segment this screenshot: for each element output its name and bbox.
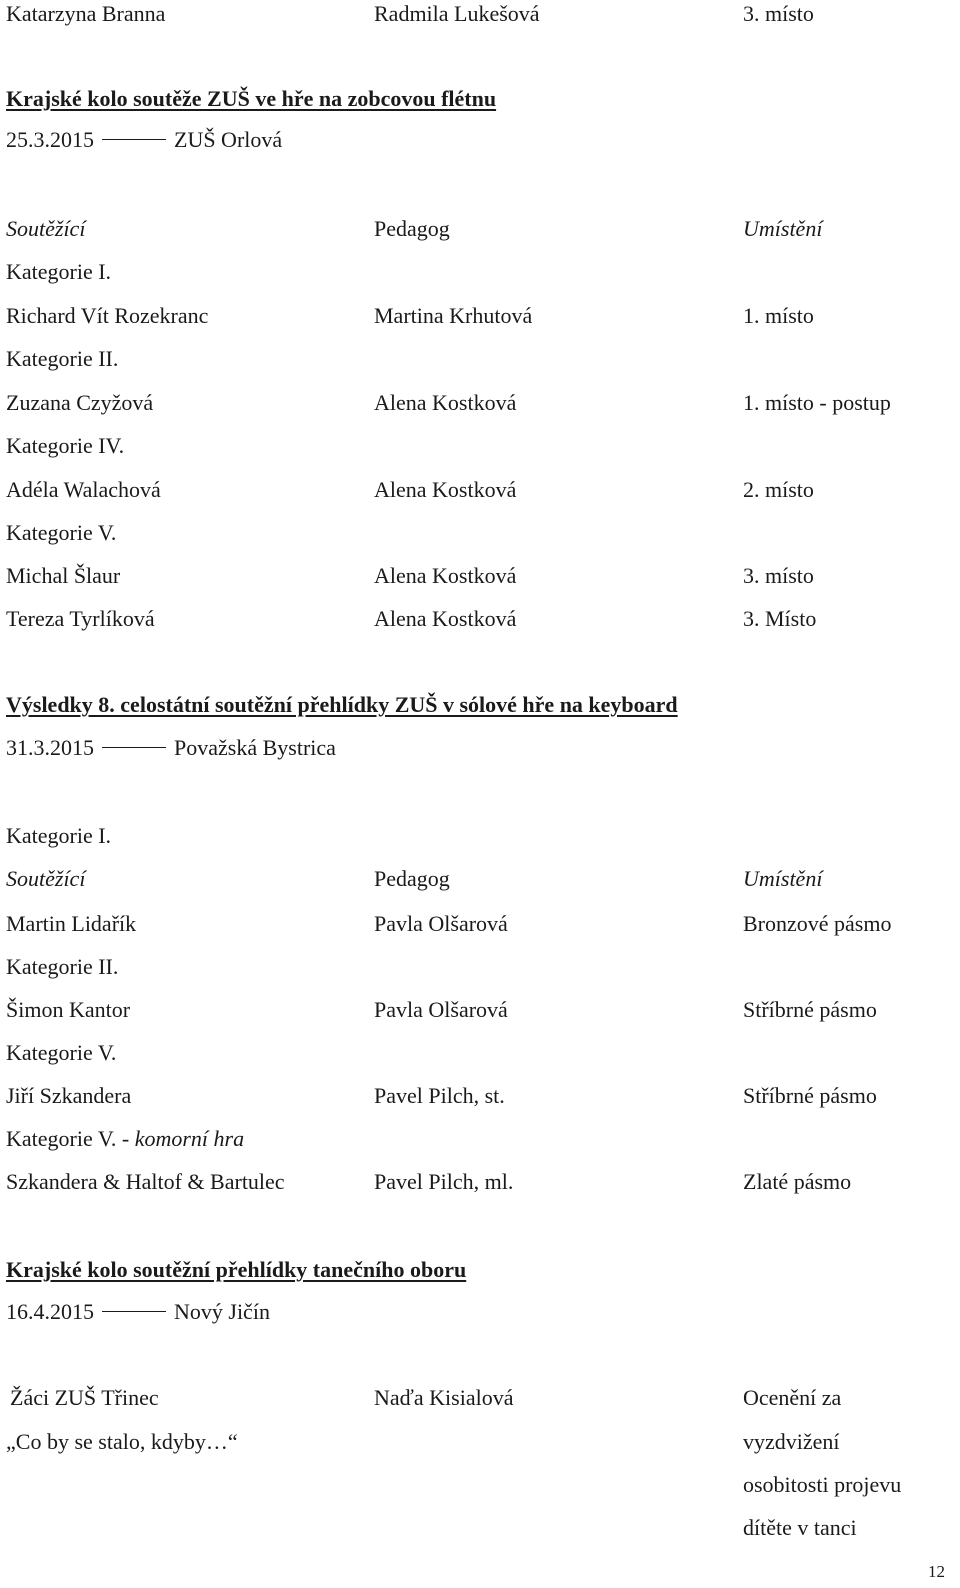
contestant-name: Zuzana Czyžová <box>6 390 154 415</box>
dash-divider <box>102 1311 166 1312</box>
event-date-location <box>6 126 282 154</box>
performance-title: „Co by se stalo, kdyby…“ <box>6 1429 238 1454</box>
contestant-name: Šimon Kantor <box>6 997 131 1022</box>
dash-divider <box>102 139 166 140</box>
column-header-placement: Umístění <box>743 216 823 241</box>
placement: 3. místo <box>743 1 814 26</box>
teacher-name: Radmila Lukešová <box>374 1 540 26</box>
teacher-name: Alena Kostková <box>374 606 517 631</box>
placement: Stříbrné pásmo <box>743 997 877 1022</box>
placement: Bronzové pásmo <box>743 911 892 936</box>
placement: 3. místo <box>743 563 814 588</box>
placement: 1. místo - postup <box>743 390 891 415</box>
event-date: 16.4.2015 <box>6 1299 94 1324</box>
category-label: Kategorie II. <box>6 346 119 371</box>
placement: Zlaté pásmo <box>743 1169 852 1194</box>
placement: 2. místo <box>743 477 814 502</box>
placement-line: Ocenění za <box>743 1385 842 1410</box>
teacher-name: Pavel Pilch, ml. <box>374 1169 514 1194</box>
category-label: Kategorie IV. <box>6 433 125 458</box>
event-location: Považská Bystrica <box>174 735 336 760</box>
category-label: Kategorie I. <box>6 259 112 284</box>
teacher-name: Pavla Olšarová <box>374 911 508 936</box>
category-label: Kategorie V. <box>6 1040 117 1065</box>
placement-line: vyzdvižení <box>743 1429 840 1454</box>
teacher-name: Martina Krhutová <box>374 303 533 328</box>
teacher-name: Alena Kostková <box>374 390 517 415</box>
section-title: Výsledky 8. celostátní soutěžní přehlídky ZUŠ v sólové hře na keyboard <box>6 692 678 717</box>
section-title: Krajské kolo soutěže ZUŠ ve hře na zobcovou flétnu <box>6 86 497 111</box>
placement-line: dítěte v tanci <box>743 1515 857 1540</box>
column-header-teacher: Pedagog <box>374 866 450 891</box>
column-header-placement: Umístění <box>743 866 823 891</box>
event-date-location <box>6 1298 270 1326</box>
contestant-name: Szkandera & Haltof & Bartulec <box>6 1169 285 1194</box>
event-date: 25.3.2015 <box>6 127 94 152</box>
category-label: Kategorie V. <box>6 520 117 545</box>
teacher-name: Pavla Olšarová <box>374 997 508 1022</box>
teacher-name: Alena Kostková <box>374 563 517 588</box>
section-title: Krajské kolo soutěžní přehlídky tanečního oboru <box>6 1257 467 1282</box>
teacher-name: Naďa Kisialová <box>374 1385 514 1410</box>
contestant-name: Katarzyna Branna <box>6 1 166 26</box>
category-label-prefix: Kategorie V. - <box>6 1126 135 1151</box>
contestant-name: Jiří Szkandera <box>6 1083 132 1108</box>
placement: Stříbrné pásmo <box>743 1083 877 1108</box>
placement: 1. místo <box>743 303 814 328</box>
contestant-name: Tereza Tyrlíková <box>6 606 155 631</box>
event-location: Nový Jičín <box>174 1299 270 1324</box>
contestant-name: Richard Vít Rozekranc <box>6 303 209 328</box>
category-label: Kategorie I. <box>6 823 112 848</box>
category-label-suffix: komorní hra <box>134 1126 245 1151</box>
column-header-contestant: Soutěžící <box>6 866 86 891</box>
placement-line: osobitosti projevu <box>743 1472 902 1497</box>
event-date-location <box>6 734 336 762</box>
teacher-name: Alena Kostková <box>374 477 517 502</box>
category-label <box>6 1125 244 1153</box>
event-date: 31.3.2015 <box>6 735 94 760</box>
page-number: 12 <box>928 1562 945 1581</box>
contestant-name: Adéla Walachová <box>6 477 161 502</box>
teacher-name: Pavel Pilch, st. <box>374 1083 505 1108</box>
contestant-name: Martin Lidařík <box>6 911 137 936</box>
column-header-teacher: Pedagog <box>374 216 450 241</box>
category-label: Kategorie II. <box>6 954 119 979</box>
placement: 3. Místo <box>743 606 817 631</box>
column-header-contestant: Soutěžící <box>6 216 86 241</box>
dash-divider <box>102 747 166 748</box>
event-location: ZUŠ Orlová <box>174 127 283 152</box>
contestant-name: Michal Šlaur <box>6 563 121 588</box>
contestant-name: Žáci ZUŠ Třinec <box>10 1385 159 1410</box>
